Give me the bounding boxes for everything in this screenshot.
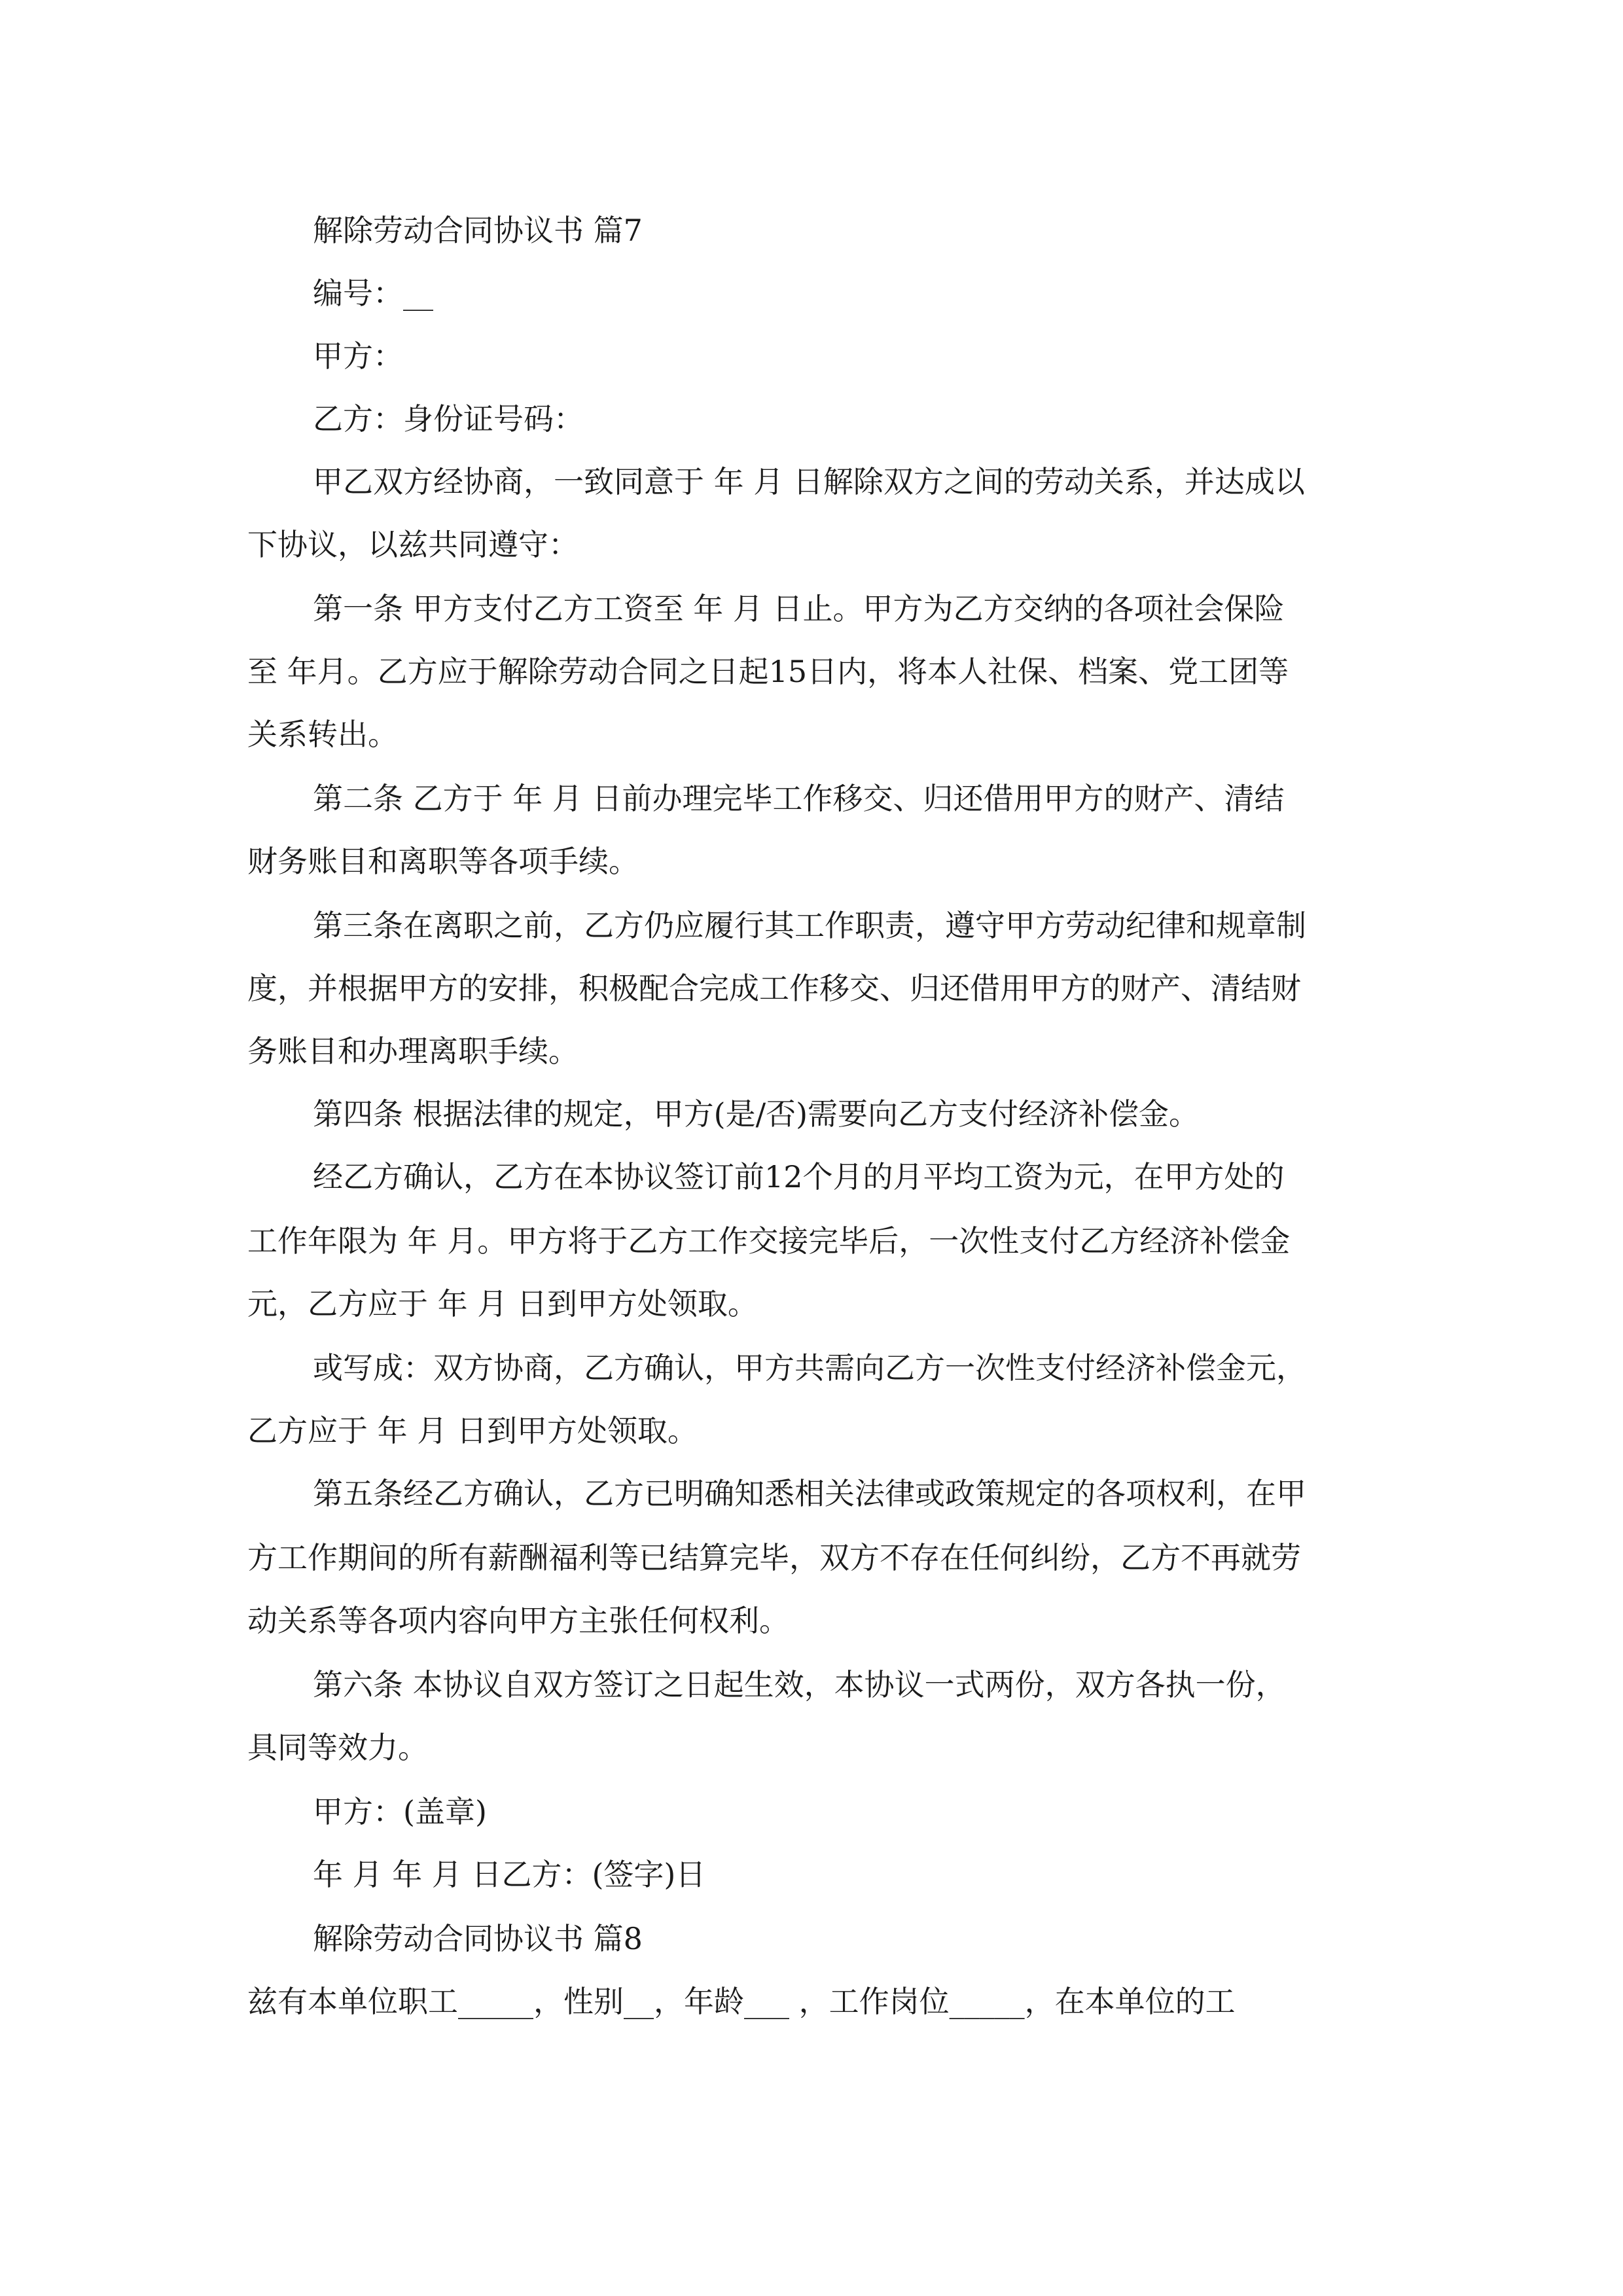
signature-date-line: 年 月 年 月 日乙方：(签字)日 — [313, 1857, 706, 1892]
section-title: 解除劳动合同协议书 篇8 — [313, 1921, 643, 1956]
article-3-line: 度，并根据甲方的安排，积极配合完成工作移交、归还借用甲方的财产、清结财 — [247, 971, 1301, 1006]
article-1-line: 第一条 甲方支付乙方工资至 年 月 日止。甲方为乙方交纳的各项社会保险 — [313, 591, 1285, 626]
article-4-line: 第四条 根据法律的规定，甲方(是/否)需要向乙方支付经济补偿金。 — [313, 1096, 1200, 1132]
paragraph-line: 元，乙方应于 年 月 日到甲方处领取。 — [247, 1286, 758, 1321]
article-1-line: 关系转出。 — [247, 717, 398, 752]
section-title: 解除劳动合同协议书 篇7 — [313, 213, 643, 248]
paragraph-line: 经乙方确认，乙方在本协议签订前12个月的月平均工资为元，在甲方处的 — [313, 1159, 1285, 1194]
article-5-line: 方工作期间的所有薪酬福利等已结算完毕，双方不存在任何纠纷，乙方不再就劳 — [247, 1540, 1301, 1575]
contract-number-line: 编号：__ — [313, 276, 433, 311]
paragraph-line: 乙方应于 年 月 日到甲方处领取。 — [247, 1413, 698, 1448]
party-a-line: 甲方： — [313, 338, 403, 374]
article-5-line: 第五条经乙方确认，乙方已明确知悉相关法律或政策规定的各项权利，在甲 — [313, 1476, 1306, 1511]
article-3-line: 第三条在离职之前，乙方仍应履行其工作职责，遵守甲方劳动纪律和规章制 — [313, 908, 1306, 943]
paragraph-line: 或写成：双方协商，乙方确认，甲方共需向乙方一次性支付经济补偿金元， — [313, 1350, 1306, 1386]
article-2-line: 财务账目和离职等各项手续。 — [247, 844, 639, 879]
party-b-line: 乙方：身份证号码： — [313, 401, 584, 437]
paragraph-line: 甲乙双方经协商，一致同意于 年 月 日解除双方之间的劳动关系，并达成以 — [313, 464, 1305, 499]
article-2-line: 第二条 乙方于 年 月 日前办理完毕工作移交、归还借用甲方的财产、清结 — [313, 781, 1285, 816]
article-6-line: 第六条 本协议自双方签订之日起生效，本协议一式两份，双方各执一份， — [313, 1667, 1286, 1702]
article-6-line: 具同等效力。 — [247, 1730, 428, 1765]
article-3-line: 务账目和办理离职手续。 — [247, 1033, 579, 1069]
article-1-line: 至 年月。乙方应于解除劳动合同之日起15日内，将本人社保、档案、党工团等 — [247, 654, 1289, 689]
paragraph-line: 工作年限为 年 月。甲方将于乙方工作交接完毕后，一次性支付乙方经济补偿金 — [247, 1223, 1291, 1259]
article-5-line: 动关系等各项内容向甲方主张任何权利。 — [247, 1603, 789, 1638]
signature-party-a: 甲方：(盖章) — [313, 1794, 487, 1829]
paragraph-line: 下协议，以兹共同遵守： — [247, 527, 579, 562]
paragraph-line: 兹有本单位职工_____，性别__，年龄___ ，工作岗位_____，在本单位的工 — [247, 1984, 1236, 2019]
